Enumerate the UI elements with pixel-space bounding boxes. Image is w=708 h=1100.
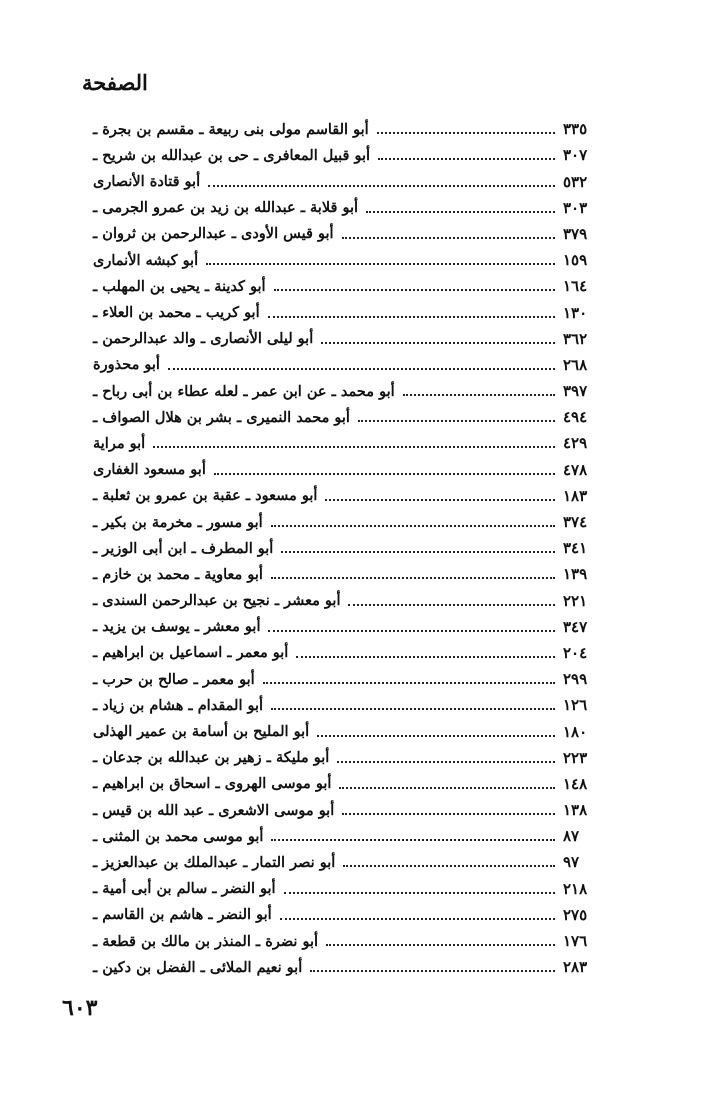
- entry-name: أبو القاسم مولى بنى ربيعة ـ مقسم بن بجرة ـ: [93, 120, 369, 138]
- index-entry: [93, 533, 601, 559]
- entry-page-number: ٢٦٨: [563, 355, 588, 374]
- entry-page-number: ١٨٣: [563, 486, 588, 505]
- index-entry: [93, 664, 601, 690]
- entry-name: أبو مسور ـ مخرمة بن بكير ـ: [93, 513, 263, 531]
- dot-leader: [274, 289, 555, 291]
- dot-leader: [153, 446, 555, 448]
- entry-page-number: ٢٠٤: [563, 643, 588, 662]
- dot-leader: [268, 316, 555, 318]
- index-entry: [93, 559, 601, 585]
- index-entry: [93, 481, 601, 507]
- dot-leader: [317, 735, 555, 737]
- entry-name: أبو قيس الأودى ـ عبدالرحمن بن ثروان ـ: [93, 225, 334, 243]
- entry-page-number: ١٣٠: [563, 303, 588, 322]
- index-entry: [93, 376, 601, 402]
- entry-page-number: ٢٢٣: [563, 748, 588, 767]
- entry-page-number: ١٨٠: [563, 722, 588, 741]
- index-entry: [93, 193, 601, 219]
- entry-name: أبو موسى محمد بن المثنى ـ: [93, 827, 264, 845]
- entry-page-number: ٢٧٥: [563, 905, 588, 924]
- index-entry: [93, 716, 601, 742]
- index-entry: [93, 114, 601, 140]
- entry-page-number: ٣٩٧: [563, 382, 588, 401]
- index-entry: [93, 847, 601, 873]
- dot-leader: [321, 342, 555, 344]
- index-entry: [93, 821, 601, 847]
- index-entry: [93, 769, 601, 795]
- dot-leader: [325, 499, 555, 501]
- index-entry: [93, 952, 601, 978]
- entry-page-number: ٨٧: [563, 827, 580, 846]
- entry-page-number: ٤٩٤: [563, 408, 588, 427]
- entry-name: أبو ليلى الأنصارى ـ والد عبدالرحمن ـ: [93, 330, 314, 348]
- entry-name: أبو موسى الهروى ـ اسحاق بن ابراهيم ـ: [93, 775, 332, 793]
- entry-name: أبو قبيل المعافرى ـ حى بن عبدالله بن شريح ـ: [93, 146, 371, 164]
- dot-leader: [281, 551, 555, 553]
- entry-page-number: ٣٧٤: [563, 513, 588, 531]
- index-entry: [93, 350, 601, 376]
- dot-leader: [310, 970, 555, 972]
- entry-name: أبو معمر ـ صالح بن حرب ـ: [93, 670, 255, 688]
- entry-name: أبو النضر ـ سالم بن أبى أمية ـ: [93, 880, 276, 898]
- entry-name: أبو مسعود الغفارى: [93, 461, 206, 479]
- entry-name: أبو نصر التمار ـ عبدالملك بن عبدالعزيز ـ: [93, 853, 336, 871]
- index-entry: [93, 166, 601, 192]
- index-entry: [93, 926, 601, 952]
- entry-page-number: ١٢٦: [563, 696, 588, 715]
- dot-leader: [403, 394, 555, 396]
- entry-page-number: ٣٤١: [563, 539, 588, 558]
- entry-page-number: ٥٣٢: [563, 172, 588, 191]
- entry-name: أبو مليكة ـ زهير بن عبدالله بن جدعان ـ: [93, 749, 330, 767]
- dot-leader: [214, 473, 555, 475]
- entry-page-number: ٢٢١: [563, 591, 588, 610]
- dot-leader: [378, 158, 555, 160]
- entry-page-number: ٤٧٨: [563, 460, 588, 479]
- entry-name: أبو كبشه الأنمارى: [93, 251, 199, 269]
- entry-page-number: ٩٧: [563, 853, 580, 872]
- dot-leader: [337, 761, 555, 763]
- entry-page-number: ٤٢٩: [563, 434, 588, 453]
- entry-name: أبو مسعود ـ عقبة بن عمرو بن ثعلبة ـ: [93, 487, 318, 505]
- entry-name: أبو قلابة ـ عبدالله بن زيد بن عمرو الجرمى ـ: [93, 199, 359, 217]
- entry-page-number: ١٥٩: [563, 251, 588, 270]
- dot-leader: [296, 656, 555, 658]
- dot-leader: [271, 708, 555, 710]
- index-entry: [93, 900, 601, 926]
- dot-leader: [348, 604, 555, 606]
- entry-name: أبو معمر ـ اسماعيل بن ابراهيم ـ: [93, 644, 289, 662]
- entry-name: أبو المطرف ـ ابن أبى الوزير ـ: [93, 539, 274, 557]
- entry-page-number: ١٦٤: [563, 277, 588, 296]
- index-entry: [93, 795, 601, 821]
- index-entry: [93, 140, 601, 166]
- entry-name: أبو نعيم الملائى ـ الفضل بن دكين ـ: [93, 958, 303, 976]
- dot-leader: [377, 132, 555, 134]
- entry-page-number: ٣٠٧: [563, 146, 588, 165]
- dot-leader: [326, 944, 555, 946]
- entry-page-number: ٢٩٩: [563, 670, 588, 689]
- dot-leader: [284, 892, 555, 894]
- index-entry: [93, 402, 601, 428]
- entry-name: أبو النضر ـ هاشم بن القاسم ـ: [93, 906, 272, 924]
- entry-name: أبو محمد النميرى ـ بشر بن هلال الصواف ـ: [93, 408, 350, 426]
- dot-leader: [343, 865, 555, 867]
- dot-leader: [280, 918, 555, 920]
- dot-leader: [206, 263, 555, 265]
- entry-name: أبو مراية: [93, 434, 146, 452]
- index-entry: [93, 271, 601, 297]
- dot-leader: [366, 211, 555, 213]
- index-entry: [93, 245, 601, 271]
- index-entry: [93, 612, 601, 638]
- entry-name: أبو محذورة: [93, 356, 160, 374]
- entry-name: أبو معاوية ـ محمد بن خازم ـ: [93, 565, 263, 583]
- entry-page-number: ٣٦٢: [563, 329, 588, 348]
- page-column-heading: الصفحة: [82, 70, 148, 95]
- entry-page-number: ١٧٦: [563, 932, 588, 950]
- dot-leader: [271, 525, 555, 527]
- page-number: ٦٠٣: [62, 995, 98, 1021]
- entry-name: أبو كدينة ـ يحيى بن المهلب ـ: [93, 277, 266, 295]
- entry-page-number: ١٣٨: [563, 801, 588, 820]
- dot-leader: [342, 237, 555, 239]
- entry-name: أبو المليح بن أسامة بن عمير الهذلى: [93, 723, 310, 740]
- dot-leader: [263, 682, 555, 684]
- entry-page-number: ٣٠٣: [563, 198, 588, 217]
- index-entry: [93, 219, 601, 245]
- index-entry: [93, 638, 601, 664]
- index-entry: [93, 297, 601, 323]
- dot-leader: [358, 420, 555, 422]
- dot-leader: [271, 839, 555, 841]
- index-entry: [93, 324, 601, 350]
- index-entry: [93, 507, 601, 533]
- entry-name: أبو موسى الاشعرى ـ عبد الله بن قيس ـ: [93, 801, 335, 819]
- dot-leader: [268, 630, 555, 632]
- entry-page-number: ٣٤٧: [563, 617, 588, 636]
- dot-leader: [342, 813, 555, 815]
- entry-name: أبو المقدام ـ هشام بن زياد ـ: [93, 696, 264, 714]
- entry-name: أبو كريب ـ محمد بن العلاء ـ: [93, 304, 260, 321]
- entry-page-number: ٣٧٩: [563, 224, 588, 243]
- dot-leader: [208, 185, 555, 187]
- index-list: [93, 114, 601, 978]
- index-entry: [93, 873, 601, 899]
- entry-page-number: ٢١٨: [563, 879, 588, 898]
- entry-name: أبو معشر ـ يوسف بن يزيد ـ: [93, 618, 261, 636]
- index-entry: [93, 690, 601, 716]
- dot-leader: [168, 368, 555, 370]
- index-entry: [93, 454, 601, 480]
- entry-name: أبو قتادة الأنصارى: [93, 173, 201, 191]
- entry-page-number: ١٤٨: [563, 774, 588, 793]
- entry-name: أبو معشر ـ نجيح بن عبدالرحمن السندى ـ: [93, 592, 341, 610]
- entry-page-number: ١٣٩: [563, 565, 588, 584]
- entry-name: أبو محمد ـ عن ابن عمر ـ لعله عطاء بن أبى رباح ـ: [93, 382, 395, 400]
- dot-leader: [339, 787, 555, 789]
- index-entry: [93, 585, 601, 611]
- dot-leader: [271, 577, 555, 579]
- index-entry: [93, 428, 601, 454]
- entry-name: أبو نضرة ـ المنذر بن مالك بن قطعة ـ: [93, 932, 319, 950]
- entry-page-number: ٢٨٣: [563, 958, 588, 977]
- index-entry: [93, 743, 601, 769]
- entry-page-number: ٣٣٥: [563, 120, 588, 139]
